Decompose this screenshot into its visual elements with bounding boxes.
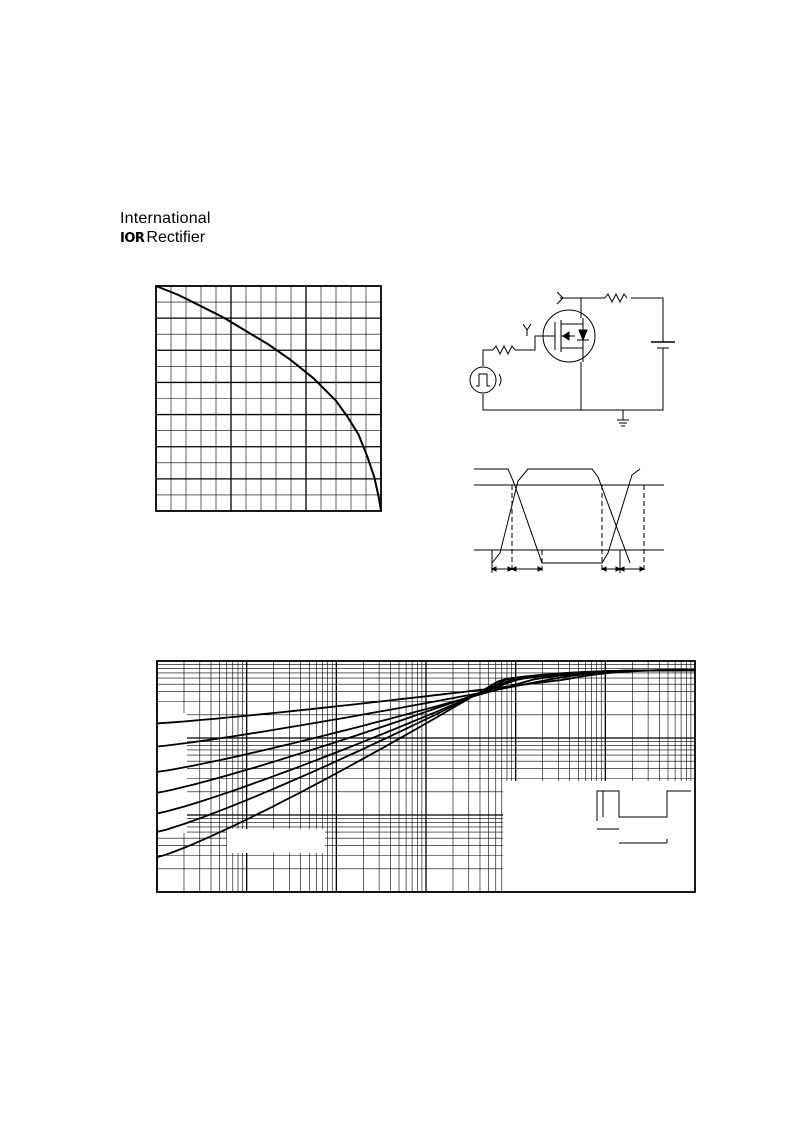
load-resistor	[605, 294, 627, 302]
curve-labels-area	[157, 713, 187, 833]
ground-symbol	[617, 410, 629, 426]
legend-area	[227, 829, 325, 853]
chart-derating-curve	[156, 286, 381, 511]
logo-mark: IOR	[120, 231, 145, 246]
logo-text-rectifier: Rectifier	[146, 229, 206, 246]
company-logo	[120, 210, 220, 250]
logo-text-rectifier-row	[120, 229, 205, 247]
switching-waveforms	[474, 463, 664, 578]
switching-test-circuit	[465, 282, 665, 427]
notes-area	[503, 781, 695, 892]
gate-resistor	[493, 346, 515, 354]
pulse-generator-symbol	[470, 367, 496, 393]
chart-transient-response	[157, 661, 695, 892]
logo-text-international: International	[120, 210, 211, 227]
